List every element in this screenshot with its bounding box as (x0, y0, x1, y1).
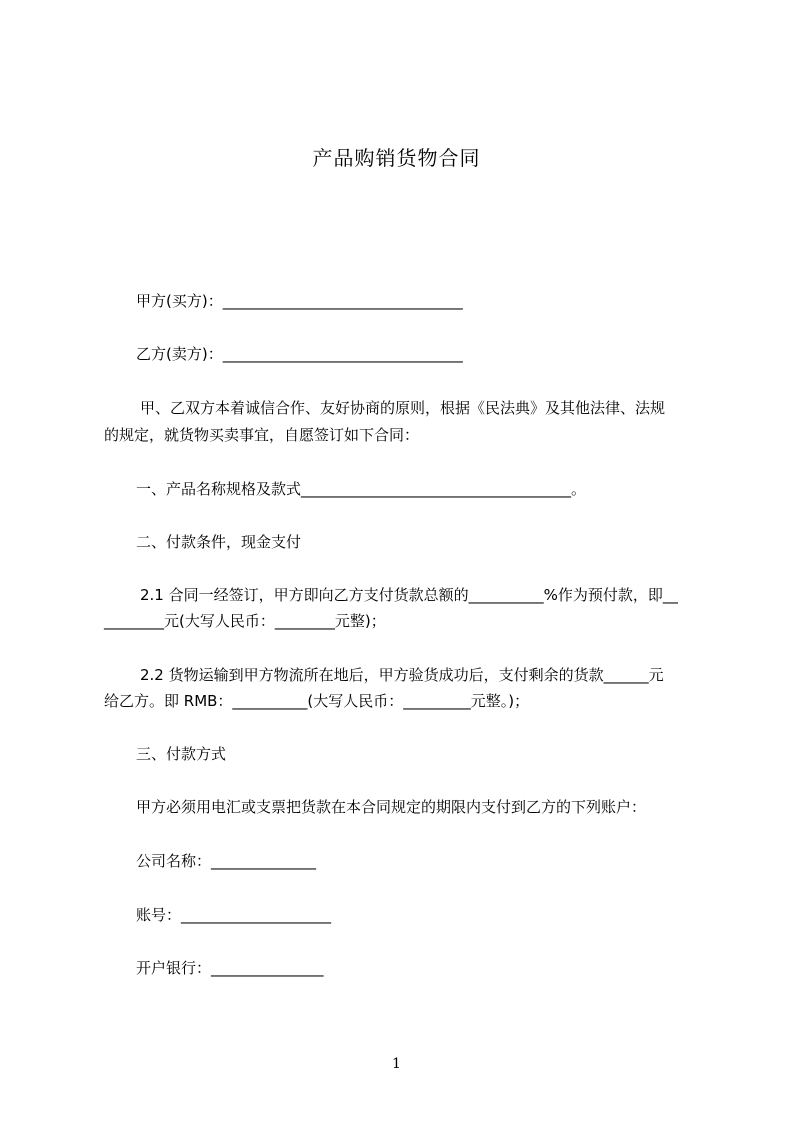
payment-method-text: 甲方必须用电汇或支票把货款在本合同规定的期限内支付到乙方的下列账户： (136, 798, 647, 816)
clause-2-2-line-1: 2.2 货物运输到甲方物流所在地后，甲方验货成功后，支付剩余的货款______元 (140, 666, 664, 684)
section-2-heading: 二、付款条件，现金支付 (136, 533, 302, 551)
intro-paragraph-line-2: 的规定，就货物买卖事宜，自愿签订如下合同： (104, 426, 420, 444)
document-title: 产品购销货物合同 (312, 146, 481, 170)
section-3-heading: 三、付款方式 (136, 745, 227, 763)
account-field: 账号：____________________ (136, 906, 332, 924)
section-1-heading: 一、产品名称规格及款式____________________________________。 (136, 480, 587, 498)
party-a-line: 甲方(买方)：________________________________ (136, 292, 463, 310)
bank-field: 开户银行：_______________ (136, 959, 324, 977)
company-name-field: 公司名称：______________ (136, 852, 317, 870)
clause-2-2-line-2: 给乙方。即 RMB：__________(大写人民币：_________元整。)； (104, 692, 530, 710)
intro-paragraph-line-1: 甲、乙双方本着诚信合作、友好协商的原则，根据《民法典》及其他法律、法规 (140, 399, 666, 417)
party-b-line: 乙方(卖方)：________________________________ (136, 345, 463, 363)
clause-2-1-line-1: 2.1 合同一经签订，甲方即向乙方支付货款总额的__________%作为预付款，即__ (140, 586, 678, 604)
page-number: 1 (392, 1056, 401, 1072)
clause-2-1-line-2: ________元(大写人民币：________元整)； (104, 612, 386, 630)
